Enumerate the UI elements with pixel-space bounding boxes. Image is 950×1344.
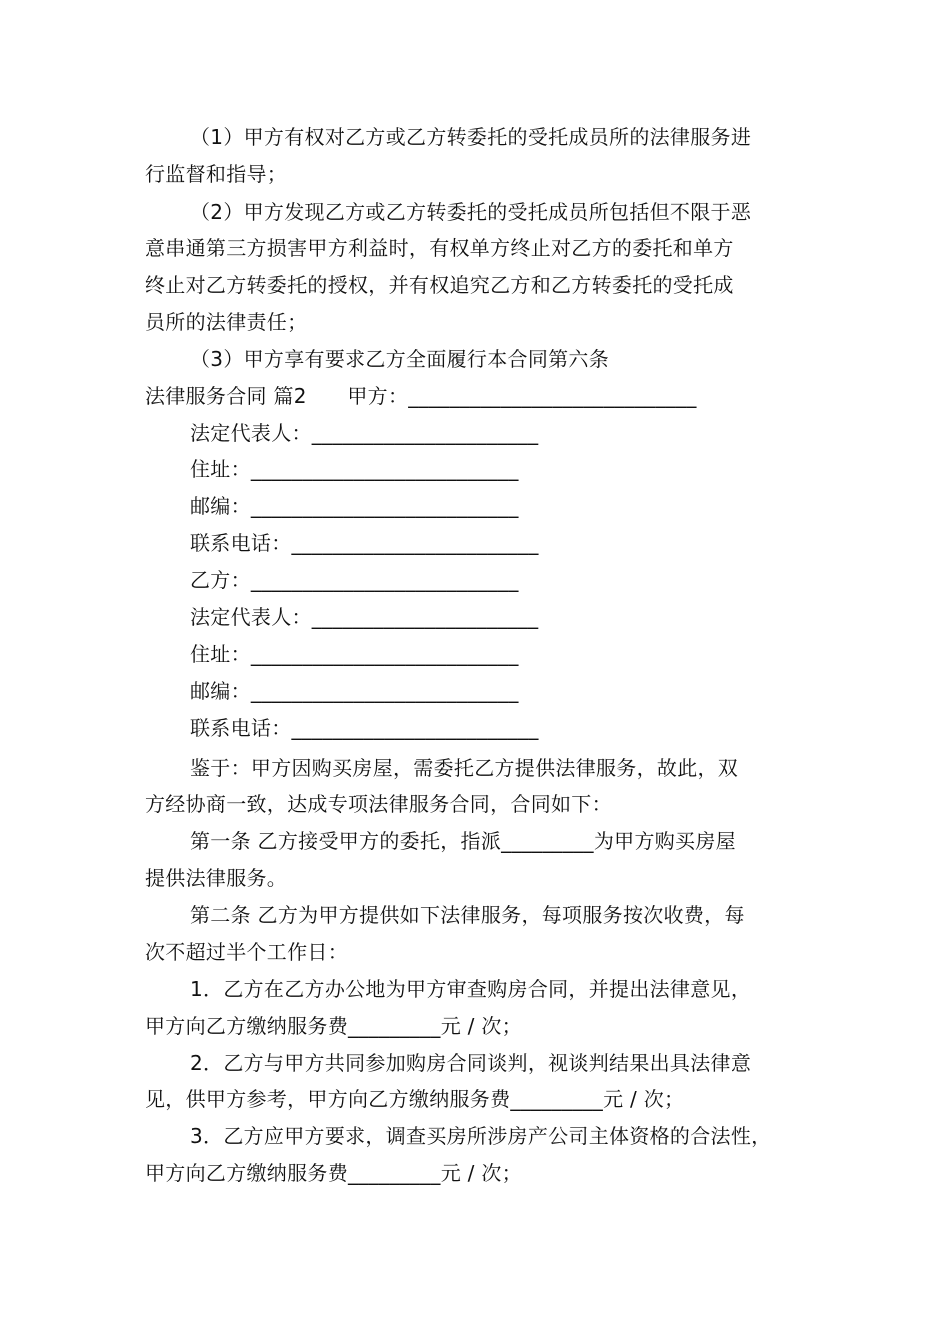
paragraph-line: 第一条 乙方接受甲方的委托，指派_________为甲方购买房屋 bbox=[190, 829, 736, 853]
paragraph-line: 行监督和指导； bbox=[145, 162, 288, 186]
paragraph-line: 提供法律服务。 bbox=[145, 866, 288, 890]
paragraph-line: 见，供甲方参考，甲方向乙方缴纳服务费_________元 / 次； bbox=[145, 1087, 685, 1111]
form-field-line: 法定代表人：______________________ bbox=[190, 421, 539, 445]
section-heading-line: 法律服务合同 篇2 甲方：____________________________ bbox=[145, 384, 697, 408]
paragraph-line: 鉴于：甲方因购买房屋，需委托乙方提供法律服务，故此，双 bbox=[190, 756, 739, 780]
paragraph-line: 终止对乙方转委托的授权，并有权追究乙方和乙方转委托的受托成 bbox=[145, 273, 734, 297]
paragraph-line: 意串通第三方损害甲方利益时，有权单方终止对乙方的委托和单方 bbox=[145, 236, 734, 260]
form-field-line: 乙方：__________________________ bbox=[190, 568, 519, 592]
paragraph-line: 第二条 乙方为甲方提供如下法律服务，每项服务按次收费，每 bbox=[190, 903, 745, 927]
paragraph-line: 方经协商一致，达成专项法律服务合同，合同如下： bbox=[145, 792, 612, 816]
form-field-line: 联系电话：________________________ bbox=[190, 531, 539, 555]
paragraph-line: （2）甲方发现乙方或乙方转委托的受托成员所包括但不限于恶 bbox=[190, 200, 752, 224]
form-field-line: 邮编：__________________________ bbox=[190, 679, 519, 703]
form-field-line: 住址：__________________________ bbox=[190, 457, 519, 481]
paragraph-line: （1）甲方有权对乙方或乙方转委托的受托成员所的法律服务进 bbox=[190, 125, 752, 149]
paragraph-line: 1．乙方在乙方办公地为甲方审查购房合同，并提出法律意见， bbox=[190, 977, 752, 1001]
paragraph-line: 甲方向乙方缴纳服务费_________元 / 次； bbox=[145, 1161, 522, 1185]
paragraph-line: 3．乙方应甲方要求，调查买房所涉房产公司主体资格的合法性， bbox=[190, 1124, 772, 1148]
form-field-line: 法定代表人：______________________ bbox=[190, 605, 539, 629]
paragraph-line: 员所的法律责任； bbox=[145, 310, 308, 334]
paragraph-line: （3）甲方享有要求乙方全面履行本合同第六条 bbox=[190, 347, 610, 371]
form-field-line: 联系电话：________________________ bbox=[190, 716, 539, 740]
form-field-line: 邮编：__________________________ bbox=[190, 494, 519, 518]
paragraph-line: 甲方向乙方缴纳服务费_________元 / 次； bbox=[145, 1014, 522, 1038]
form-field-line: 住址：__________________________ bbox=[190, 642, 519, 666]
paragraph-line: 2．乙方与甲方共同参加购房合同谈判，视谈判结果出具法律意 bbox=[190, 1051, 752, 1075]
paragraph-line: 次不超过半个工作日： bbox=[145, 940, 348, 964]
